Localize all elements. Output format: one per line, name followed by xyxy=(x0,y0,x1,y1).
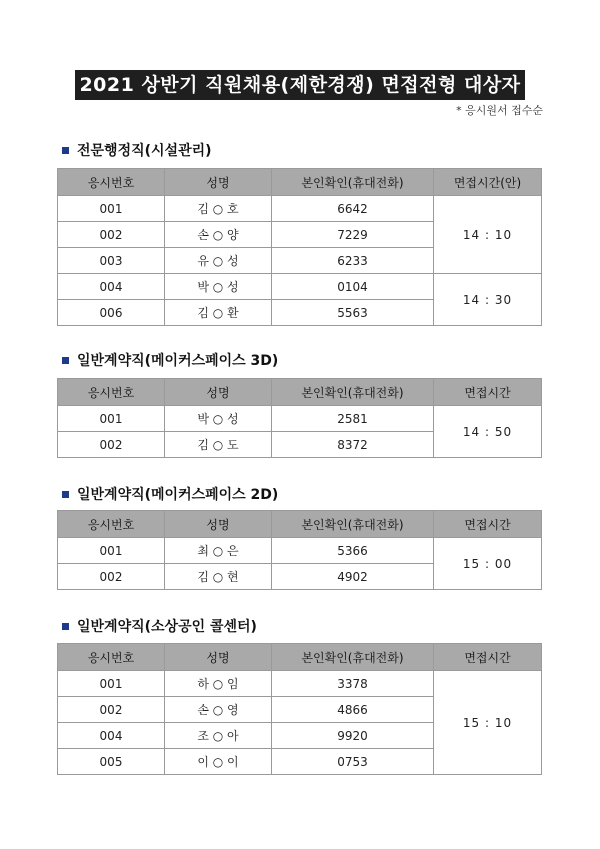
header-name: 성명 xyxy=(165,644,272,671)
header-time: 면접시간(안) xyxy=(434,169,542,196)
header-time: 면접시간 xyxy=(434,511,542,538)
header-name: 성명 xyxy=(165,511,272,538)
table-callcenter xyxy=(57,643,542,775)
section-title-makerspace-3d xyxy=(62,350,278,370)
table-header-row xyxy=(58,169,542,196)
table-row xyxy=(58,538,542,564)
interview-time: 14 : 30 xyxy=(434,274,542,326)
applicant-no: 002 xyxy=(58,432,165,458)
header-name: 성명 xyxy=(165,169,272,196)
interview-time: 14 : 50 xyxy=(434,406,542,458)
document-title: 2021 상반기 직원채용(제한경쟁) 면접전형 대상자 xyxy=(75,70,524,100)
applicant-phone: 0104 xyxy=(272,274,434,300)
applicant-phone: 8372 xyxy=(272,432,434,458)
applicant-no: 002 xyxy=(58,222,165,248)
interview-time: 14 : 10 xyxy=(434,196,542,274)
applicant-no: 001 xyxy=(58,406,165,432)
applicant-name: 김 ○ 도 xyxy=(165,432,272,458)
table-row xyxy=(58,406,542,432)
header-phone: 본인확인(휴대전화) xyxy=(272,169,434,196)
table-makerspace-2d xyxy=(57,510,542,590)
header-applicant-no: 응시번호 xyxy=(58,644,165,671)
applicant-name: 하 ○ 임 xyxy=(165,671,272,697)
applicant-no: 002 xyxy=(58,697,165,723)
header-phone: 본인확인(휴대전화) xyxy=(272,644,434,671)
header-applicant-no: 응시번호 xyxy=(58,379,165,406)
applicant-name: 조 ○ 아 xyxy=(165,723,272,749)
applicant-name: 손 ○ 양 xyxy=(165,222,272,248)
applicant-no: 004 xyxy=(58,723,165,749)
applicant-phone: 6233 xyxy=(272,248,434,274)
header-name: 성명 xyxy=(165,379,272,406)
applicant-name: 박 ○ 성 xyxy=(165,406,272,432)
section-title-text: 전문행정직(시설관리) xyxy=(77,143,212,159)
table-row xyxy=(58,671,542,697)
applicant-no: 001 xyxy=(58,538,165,564)
applicant-phone: 3378 xyxy=(272,671,434,697)
header-phone: 본인확인(휴대전화) xyxy=(272,379,434,406)
section-title-text: 일반계약직(메이커스페이스 3D) xyxy=(77,353,279,369)
applicant-phone: 6642 xyxy=(272,196,434,222)
applicant-phone: 5366 xyxy=(272,538,434,564)
interview-time: 15 : 00 xyxy=(434,538,542,590)
applicant-no: 005 xyxy=(58,749,165,775)
order-note: * 응시원서 접수순 xyxy=(456,104,543,117)
applicant-no: 001 xyxy=(58,196,165,222)
applicant-phone: 4902 xyxy=(272,564,434,590)
table-row xyxy=(58,274,542,300)
title-wrapper xyxy=(0,70,600,100)
applicant-no: 001 xyxy=(58,671,165,697)
header-phone: 본인확인(휴대전화) xyxy=(272,511,434,538)
applicant-no: 006 xyxy=(58,300,165,326)
applicant-name: 이 ○ 이 xyxy=(165,749,272,775)
header-time: 면접시간 xyxy=(434,644,542,671)
applicant-name: 김 ○ 호 xyxy=(165,196,272,222)
interview-time: 15 : 10 xyxy=(434,671,542,775)
header-time: 면접시간 xyxy=(434,379,542,406)
applicant-name: 손 ○ 영 xyxy=(165,697,272,723)
applicant-name: 박 ○ 성 xyxy=(165,274,272,300)
applicant-name: 유 ○ 성 xyxy=(165,248,272,274)
section-title-text: 일반계약직(소상공인 콜센터) xyxy=(77,619,257,635)
table-row xyxy=(58,196,542,222)
bullet-icon xyxy=(62,357,69,364)
header-applicant-no: 응시번호 xyxy=(58,169,165,196)
table-header-row xyxy=(58,379,542,406)
applicant-phone: 9920 xyxy=(272,723,434,749)
applicant-name: 최 ○ 은 xyxy=(165,538,272,564)
applicant-phone: 7229 xyxy=(272,222,434,248)
bullet-icon xyxy=(62,147,69,154)
bullet-icon xyxy=(62,623,69,630)
applicant-phone: 2581 xyxy=(272,406,434,432)
applicant-phone: 4866 xyxy=(272,697,434,723)
section-title-callcenter xyxy=(62,616,257,636)
header-applicant-no: 응시번호 xyxy=(58,511,165,538)
table-facility xyxy=(57,168,542,326)
applicant-name: 김 ○ 현 xyxy=(165,564,272,590)
section-title-makerspace-2d xyxy=(62,484,278,504)
applicant-no: 003 xyxy=(58,248,165,274)
table-header-row xyxy=(58,511,542,538)
applicant-phone: 5563 xyxy=(272,300,434,326)
applicant-phone: 0753 xyxy=(272,749,434,775)
applicant-no: 002 xyxy=(58,564,165,590)
table-header-row xyxy=(58,644,542,671)
applicant-no: 004 xyxy=(58,274,165,300)
section-title-text: 일반계약직(메이커스페이스 2D) xyxy=(77,487,279,503)
table-makerspace-3d xyxy=(57,378,542,458)
section-title-facility xyxy=(62,140,212,160)
bullet-icon xyxy=(62,491,69,498)
applicant-name: 김 ○ 환 xyxy=(165,300,272,326)
